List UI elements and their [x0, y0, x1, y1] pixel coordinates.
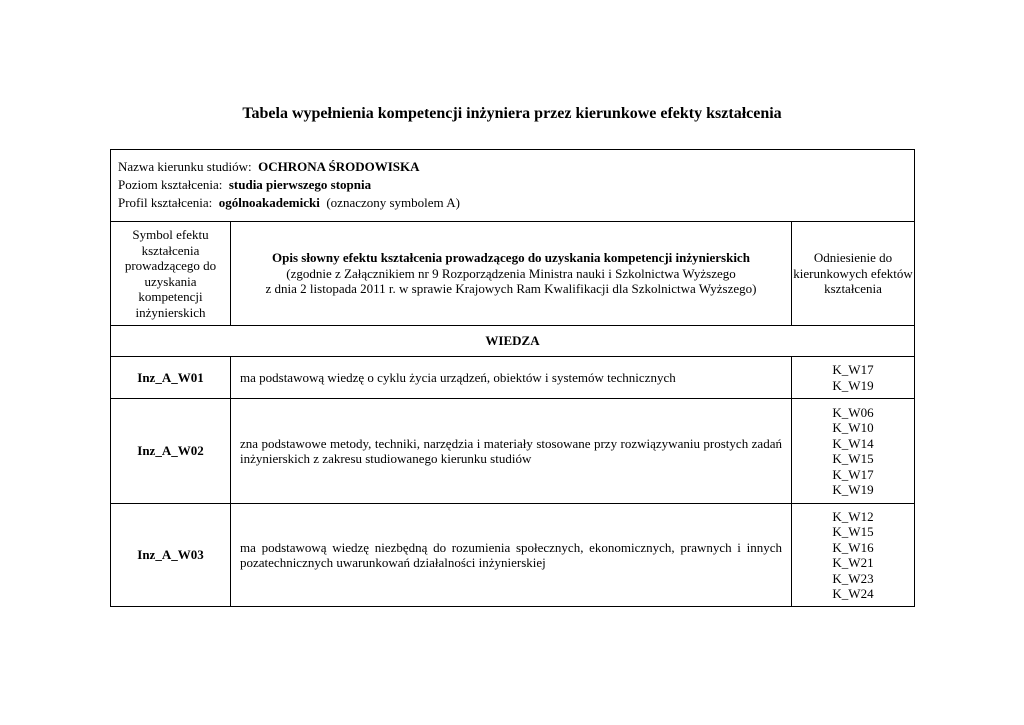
table-row	[111, 399, 915, 504]
ref-item: K_W12	[832, 508, 874, 524]
ref-item: K_W17	[832, 466, 874, 482]
ref-item: K_W06	[832, 404, 874, 420]
header-odniesienie-text: Odniesienie do kierunkowych efektów kształcenia	[793, 250, 913, 297]
poziom-label: Poziom kształcenia:	[118, 176, 223, 192]
ref-item: K_W15	[832, 524, 874, 539]
header-opis-title: Opis słowny efektu kształcenia prowadzącego do uzyskania kompetencji inżynierskich	[272, 250, 750, 266]
section-title: WIEDZA	[111, 326, 915, 357]
poziom-value: studia pierwszego stopnia	[228, 176, 372, 192]
kierunek-value: OCHRONA ŚRODOWISKA	[258, 158, 420, 174]
ref-item: K_W14	[832, 435, 874, 451]
ref-item: K_W17	[832, 362, 874, 377]
header-opis	[231, 222, 792, 326]
profil-label: Profil kształcenia:	[118, 194, 213, 210]
profil-note: (oznaczony symbolem A)	[326, 194, 460, 210]
table-row	[111, 504, 915, 607]
effect-description: ma podstawową wiedzę o cyklu życia urządzeń, obiektów i systemów technicznych	[231, 357, 792, 399]
effect-refs	[791, 399, 914, 504]
header-row	[111, 222, 915, 326]
kierunek-label: Nazwa kierunku studiów:	[118, 158, 252, 174]
effect-description: zna podstawowe metody, techniki, narzędzia i materiały stosowane przy rozwiązywaniu prostych zadań inżynierskich z zakresu studiowanego kierunku studiów	[231, 399, 792, 504]
header-opis-line2: (zgodnie z Załącznikiem nr 9 Rozporządzenia Ministra nauki i Szkolnictwa Wyższego	[286, 265, 736, 281]
header-symbol	[111, 222, 231, 326]
section-row	[111, 326, 915, 357]
effect-code: Inz_A_W02	[111, 399, 231, 504]
program-info	[111, 150, 915, 222]
ref-item: K_W10	[832, 420, 874, 435]
ref-item: K_W16	[832, 539, 874, 555]
header-symbol-text: Symbol efektu kształcenia prowadzącego do uzyskania kompetencji inżynierskich	[124, 227, 217, 320]
ref-item: K_W23	[832, 570, 874, 586]
program-info-row	[111, 150, 915, 222]
ref-item: K_W24	[832, 586, 874, 601]
effect-code: Inz_A_W03	[111, 504, 231, 607]
profil-line	[118, 194, 907, 212]
effect-code: Inz_A_W01	[111, 357, 231, 399]
competency-table	[110, 149, 915, 607]
ref-item: K_W19	[832, 377, 874, 393]
header-odniesienie	[791, 222, 914, 326]
effect-refs	[791, 504, 914, 607]
ref-item: K_W19	[832, 482, 874, 497]
ref-item: K_W15	[832, 451, 874, 466]
poziom-line	[118, 176, 907, 194]
ref-item: K_W21	[832, 555, 874, 570]
kierunek-line	[118, 158, 907, 176]
header-opis-line3: z dnia 2 listopada 2011 r. w sprawie Krajowych Ram Kwalifikacji dla Szkolnictwa Wyższego)	[265, 281, 757, 297]
effect-refs	[791, 357, 914, 399]
table-row	[111, 357, 915, 399]
profil-value: ogólnoakademicki	[218, 194, 320, 210]
page-title: Tabela wypełnienia kompetencji inżyniera przez kierunkowe efekty kształcenia	[242, 105, 782, 122]
effect-description: ma podstawową wiedzę niezbędną do rozumienia społecznych, ekonomicznych, prawnych i innych pozatechnicznych uwarunkowań działalności inżynierskiej	[231, 504, 792, 607]
